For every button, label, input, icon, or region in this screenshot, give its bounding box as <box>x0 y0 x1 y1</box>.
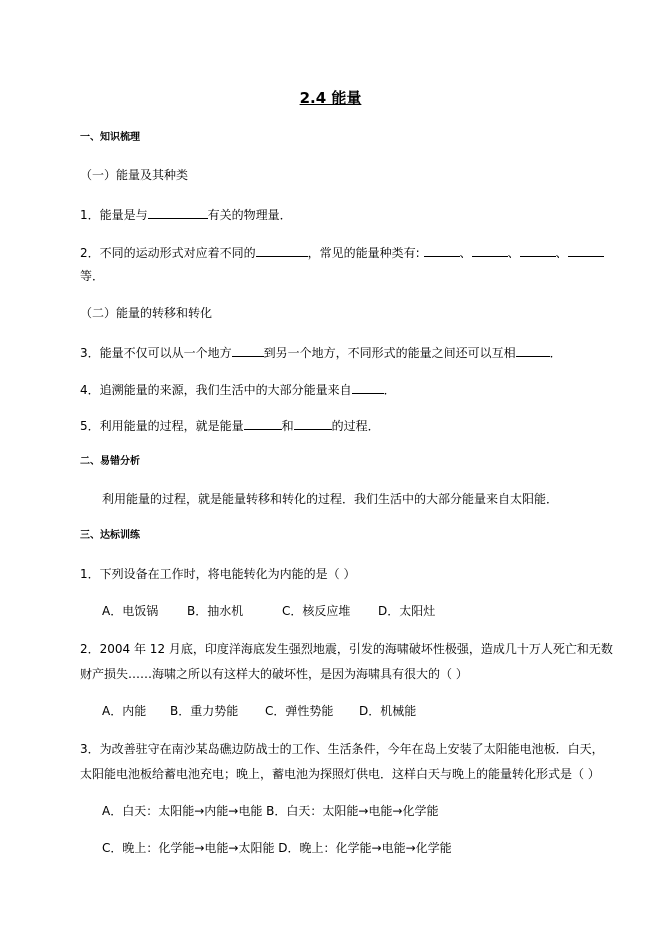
question-2-text-b: ，常见的能量种类有: <box>307 246 420 260</box>
practice-question-3-line-2: 太阳能电池板给蓄电池充电；晚上，蓄电池为探照灯供电．这样白天与晚上的能量转化形式是（ ） <box>80 767 600 781</box>
analysis-text: 利用能量的过程，就是能量转移和转化的过程．我们生活中的大部分能量来自太阳能． <box>102 492 559 506</box>
section-heading-practice: 三、达标训练 <box>80 530 140 541</box>
section-heading-knowledge: 一、知识梳理 <box>80 132 140 143</box>
question-3 <box>80 343 562 361</box>
option-a[interactable]: A．电饭锅 <box>102 604 159 618</box>
option-a[interactable]: A．内能 <box>102 704 147 718</box>
question-3-text-b: 到另一个地方，不同形式的能量之间还可以互相 <box>263 346 516 360</box>
question-1-text-b: 有关的物理量． <box>207 208 292 222</box>
question-5-text-a: 5．利用能量的过程，就是能量 <box>80 419 244 433</box>
option-b[interactable]: B．抽水机 <box>187 604 244 618</box>
question-2-text-a: 2．不同的运动形式对应着不同的 <box>80 246 256 260</box>
question-4-text-a: 4．追溯能量的来源，我们生活中的大部分能量来自 <box>80 383 352 397</box>
practice-question-3-options-cd: C．晚上：化学能→电能→太阳能 D．晚上：化学能→电能→化学能 <box>102 841 452 855</box>
question-3-text-a: 3．能量不仅可以从一个地方 <box>80 346 232 360</box>
fill-blank[interactable] <box>148 205 208 219</box>
fill-blank[interactable] <box>244 416 282 430</box>
question-2-end: 等． <box>80 269 105 283</box>
option-d[interactable]: D．机械能 <box>359 704 417 718</box>
separator: 、 <box>459 246 472 260</box>
separator: 、 <box>555 246 568 260</box>
practice-question-2-options <box>102 703 416 719</box>
fill-blank[interactable] <box>256 243 308 257</box>
question-5-text-b: 和 <box>281 419 294 433</box>
question-3-text-c: ． <box>549 346 562 360</box>
fill-blank[interactable] <box>472 243 508 257</box>
separator: 、 <box>507 246 520 260</box>
option-d[interactable]: D．太阳灶 <box>378 604 436 618</box>
question-5-text-c: 的过程． <box>331 419 380 433</box>
question-4-text-b: ． <box>383 383 396 397</box>
subheading-energy-transfer: （二）能量的转移和转化 <box>80 306 213 320</box>
subheading-energy-types: （一）能量及其种类 <box>80 168 189 182</box>
practice-question-3-line-1: 3．为改善驻守在南沙某岛礁边防战士的工作、生活条件，今年在岛上安装了太阳能电池板．白天， <box>80 742 604 756</box>
question-2 <box>80 243 604 261</box>
question-4 <box>80 380 396 398</box>
fill-blank[interactable] <box>294 416 332 430</box>
fill-blank[interactable] <box>520 243 556 257</box>
practice-question-1: 1．下列设备在工作时，将电能转化为内能的是（ ） <box>80 567 356 581</box>
fill-blank[interactable] <box>424 243 460 257</box>
question-1 <box>80 205 292 223</box>
fill-blank[interactable] <box>352 380 384 394</box>
practice-question-2-line-1: 2．2004 年 12 月底，印度洋海底发生强烈地震，引发的海啸破坏性极强，造成几十万人死亡和无数 <box>80 642 613 656</box>
option-b[interactable]: B．重力势能 <box>170 704 239 718</box>
fill-blank[interactable] <box>516 343 550 357</box>
question-1-text-a: 1．能量是与 <box>80 208 148 222</box>
fill-blank[interactable] <box>232 343 264 357</box>
question-5 <box>80 416 380 434</box>
option-c[interactable]: C．弹性势能 <box>265 704 334 718</box>
practice-question-3-options-ab: A．白天：太阳能→内能→电能 B．白天：太阳能→电能→化学能 <box>102 804 439 818</box>
fill-blank[interactable] <box>568 243 604 257</box>
practice-question-1-options <box>102 603 435 619</box>
practice-question-2-line-2: 财产损失……海啸之所以有这样大的破坏性，是因为海啸具有很大的（ ） <box>80 667 468 681</box>
page-title: 2.4 能量 <box>299 89 362 107</box>
section-heading-analysis: 二、易错分析 <box>80 456 140 467</box>
option-c[interactable]: C．核反应堆 <box>282 604 351 618</box>
